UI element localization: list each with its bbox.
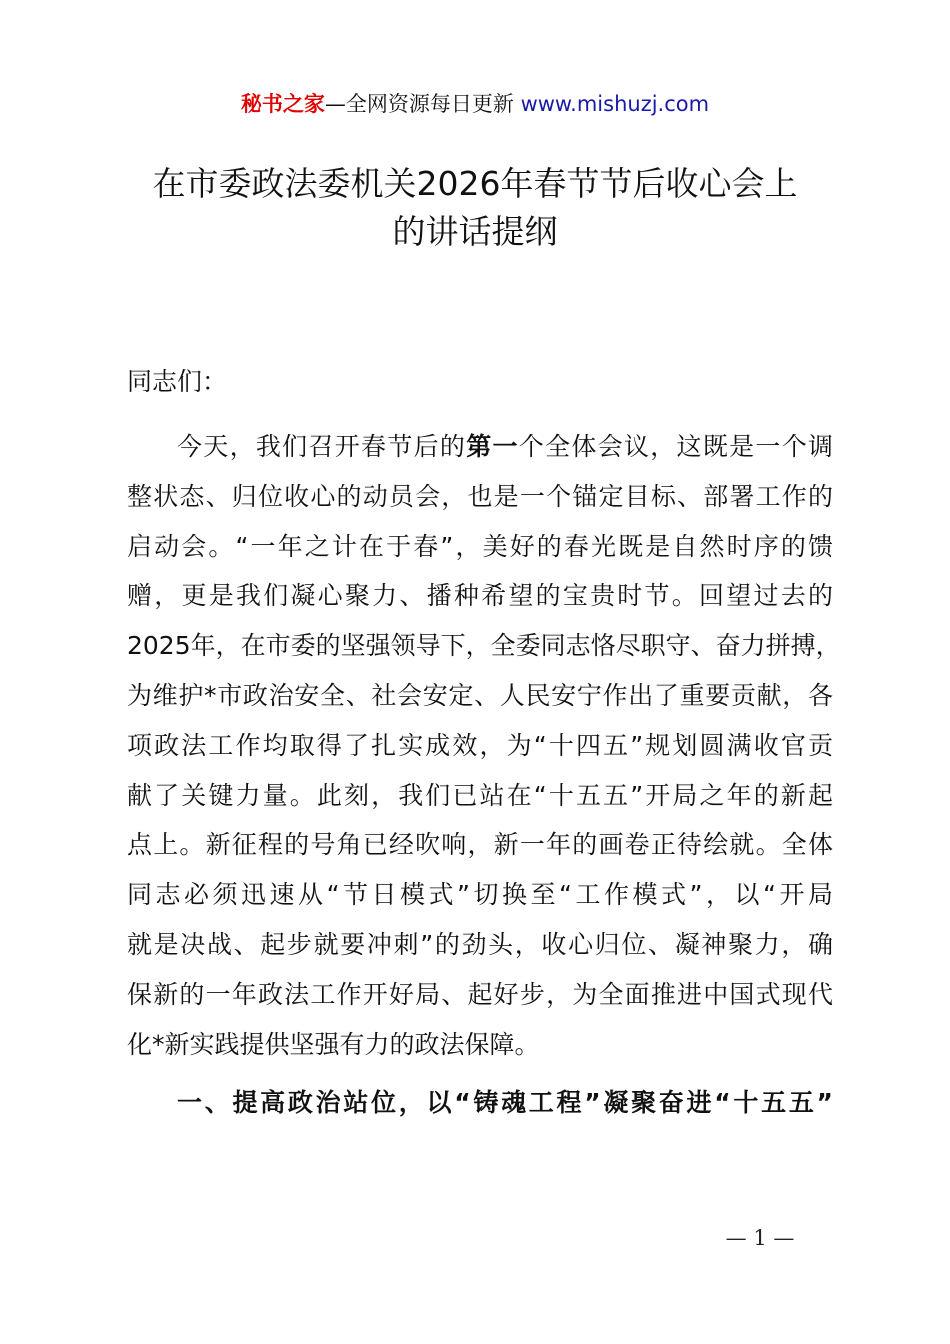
title-line-2: 的讲话提纲: [392, 212, 558, 251]
site-header: [0, 88, 950, 120]
body-line: 2025年，在市委的坚强领导下，全委同志恪尽职守、奋力拼搏，: [127, 631, 841, 661]
body-line: 整状态、归位收心的动员会，也是一个锚定目标、部署工作的: [127, 481, 833, 511]
section-heading-1: 一、提高政治站位，以“铸魂工程”凝聚奋进“十五五”: [177, 1088, 833, 1117]
site-url-link[interactable]: www.mishuzj.com: [520, 92, 710, 116]
page-number: — 1 —: [725, 1226, 795, 1250]
body-line: 就是决战、起步就要冲刺”的劲头，收心归位、凝神聚力，确: [127, 929, 833, 959]
body-line: 启动会。“一年之计在于春”，美好的春光既是自然时序的馈: [127, 531, 833, 561]
body-line-1-pre: 今天，我们召开春节后的: [177, 432, 467, 461]
body-line: 化*新实践提供坚强有力的政法保障。: [127, 1029, 540, 1059]
body-line: 赠，更是我们凝心聚力、播种希望的宝贵时节。回望过去的: [127, 581, 833, 611]
body-line: 为维护*市政治安全、社会安定、人民安宁作出了重要贡献，各: [127, 680, 833, 710]
body-line: 献了关键力量。此刻，我们已站在“十五五”开局之年的新起: [127, 780, 833, 810]
body-line: 保新的一年政法工作开好局、起好步，为全面推进中国式现代: [127, 979, 833, 1009]
body-line: 项政法工作均取得了扎实成效，为“十四五”规划圆满收官贡: [127, 730, 833, 760]
body-line-1-bold: 第一: [466, 432, 519, 461]
document-title: [110, 160, 840, 256]
site-tagline: —全网资源每日更新: [324, 92, 514, 116]
site-name: 秘书之家: [240, 92, 325, 116]
body-paragraph: [127, 422, 841, 1069]
salutation: 同志们：: [127, 367, 228, 396]
body-line-1-post: 个全体会议，这既是一个调: [518, 432, 833, 461]
body-line: 同志必须迅速从“节日模式”切换至“工作模式”，以“开局: [127, 880, 833, 910]
body-line: 点上。新征程的号角已经吹响，新一年的画卷正待绘就。全体: [127, 830, 833, 860]
body-line: [127, 422, 833, 472]
title-line-1: 在市委政法委机关2026年春节节后收心会上: [152, 164, 798, 203]
